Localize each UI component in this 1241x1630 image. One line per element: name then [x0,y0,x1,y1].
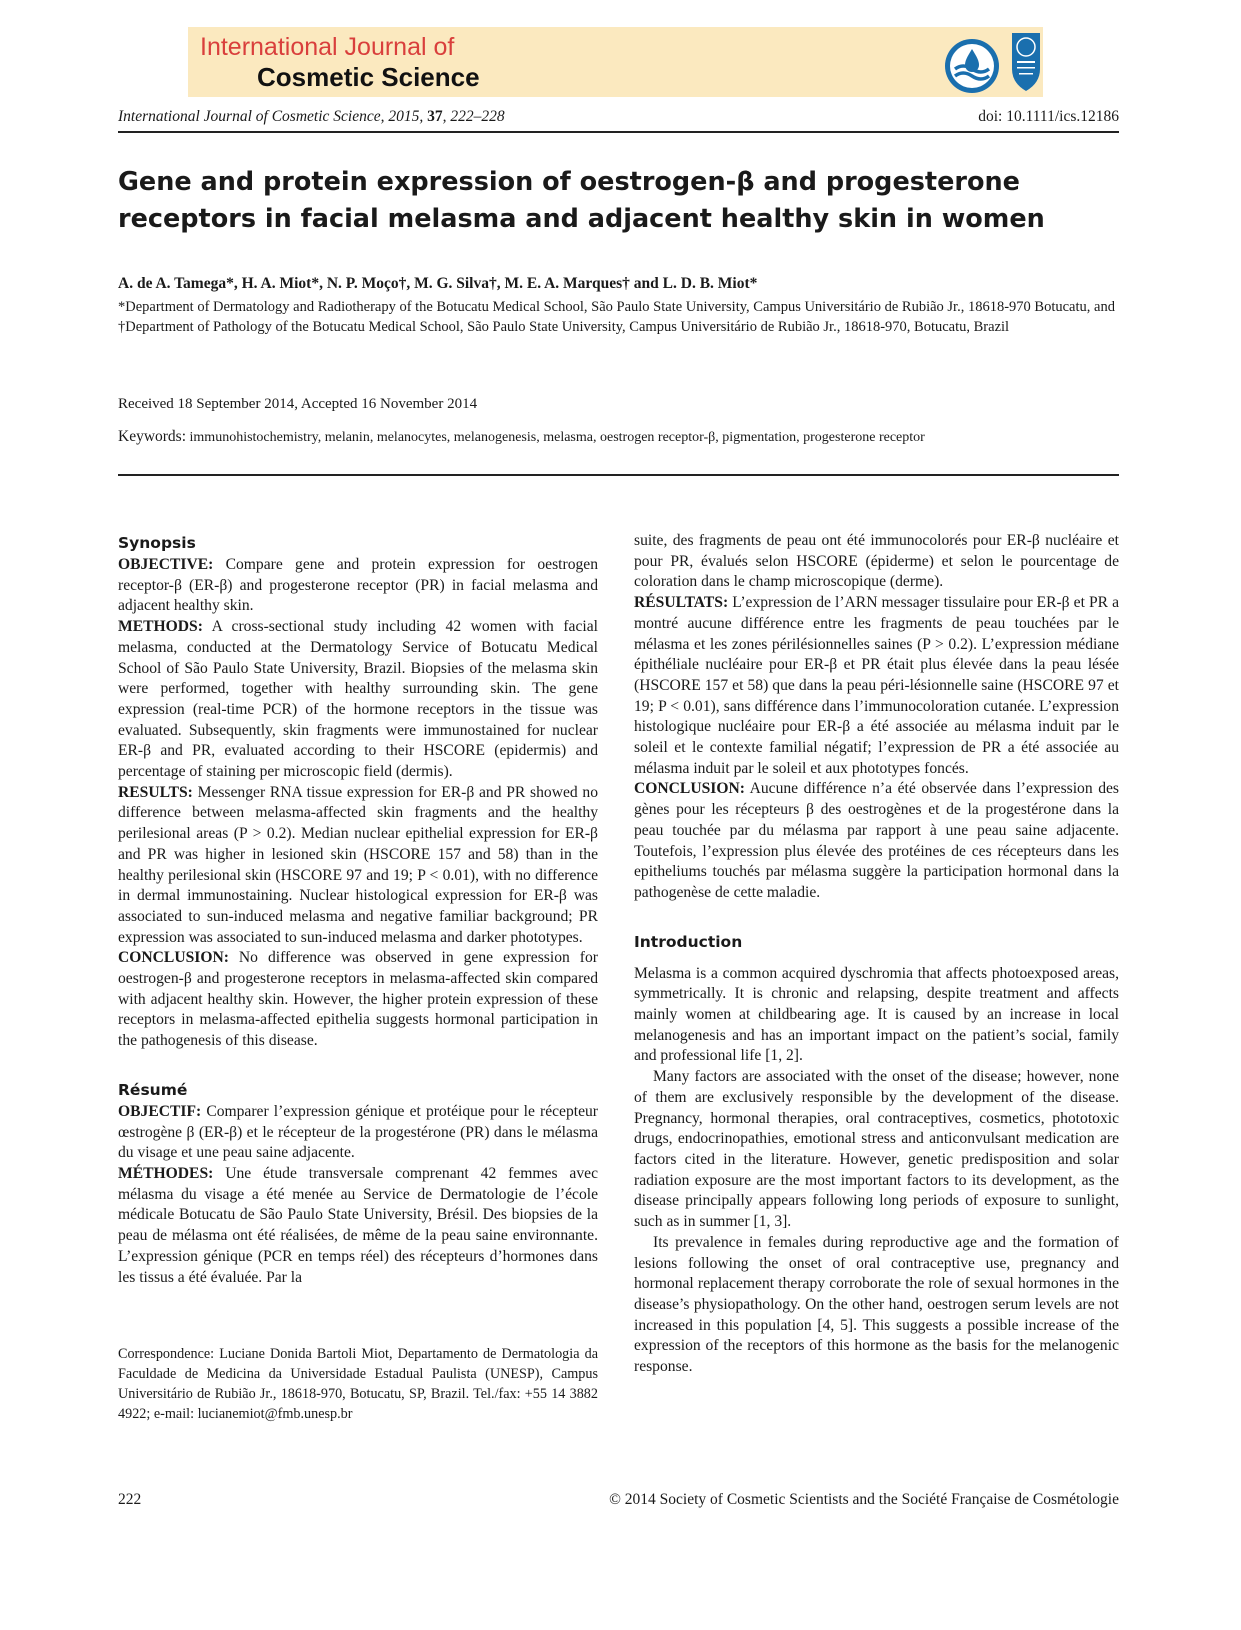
author-list: A. de A. Tamega*, H. A. Miot*, N. P. Moço†, M. G. Silva†, M. E. A. Marques† and L. D. B. Miot* [118,275,758,292]
resume-methodes-continued: suite, des fragments de peau ont été immunocolorés pour ER-β nucléaire et pour PR, évalués selon HSCORE (épiderme) et selon le pourcentage de coloration dans le champ microscopique (derme). [634,532,1119,591]
journal-citation [118,108,505,126]
resume-heading: Résumé [118,1080,188,1099]
objectif-text: Comparer l’expression génique et protéique pour le récepteur œstrogène β (ER-β) et le récepteur de la progestérone (PR) dans le mélasma du visage et une peau saine adjacente. [118,1102,598,1162]
results-text: Messenger RNA tissue expression for ER-β and PR showed no difference between melasma-affected skin fragments and the healthy perilesional areas (P > 0.2). Median nuclear epithelial expression for ER-β and PR was higher in lesioned skin (HSCORE 157 and 58) than in the healthy perilesional skin (HSCORE 97 and 19; P < 0.01), with no difference in dermal immunostaining. Nuclear histological expression for ER-β was associated to sun-induced melasma and negative familiar background; PR expression was associated to sun-induced melasma and darker phototypes. [118,783,598,946]
journal-banner [188,27,1043,97]
objectif-label: OBJECTIF: [118,1102,202,1120]
received-dates: Received 18 September 2014, Accepted 16 November 2014 [118,396,478,412]
resume-resultats [634,593,1119,779]
methodes-label: MÉTHODES: [118,1164,214,1182]
keywords [118,428,1119,446]
citation-volume: 37 [427,108,443,125]
resultats-text: L’expression de l’ARN messager tissulaire pour ER-β et PR a montré aucune différence entre les fragments de peau touchées par le mélasma et les zones périlésionnelles saines (P > 0.2). L’expression médiane épithéliale nucléaire pour ER-β et PR était plus élevée dans la peau lésée (HSCORE 157 et 58) que dans la peau péri-lésionnelle saine (HSCORE 97 et 19; P < 0.01), sans différence dans l’immunocoloration cutanée. L’expression histologique nucléaire pour ER-β a été associée au mélasma induit par le soleil et le contexte familial négatif; l’expression de PR a été associée au mélasma induit par le soleil et aux phototypes foncés. [634,594,1119,777]
citation-journal: International Journal of Cosmetic Science [118,108,381,125]
scs-shield-logo-icon [1011,31,1041,93]
article-title: Gene and protein expression of oestrogen-β and progesterone receptors in facial melasma and adjacent healthy skin in women [118,167,1045,234]
intro-paragraph-3: Its prevalence in females during reproductive age and the formation of lesions following the onset of oral contraceptive use, pregnancy and hormonal replacement therapy corroborate the role of sexual hormones in the disease’s physiopathology. On the other hand, oestrogen serum levels are not increased in this population [4, 5]. This suggests a possible increase of the expression of the receptors of this hormone as the basis for the melanogenic response. [634,1233,1119,1376]
objective-label: OBJECTIVE: [118,556,214,573]
synopsis-conclusion [118,948,598,1052]
citation-year: , 2015, [380,108,428,125]
resultats-label: RÉSULTATS: [634,594,729,612]
correspondence-note: Correspondence: Luciane Donida Bartoli Miot, Departamento de Dermatologia da Faculdade de Medicina da Universidade Estadual Paulista (UNESP), Campus Universitário de Rubião Jr., 18618-970, Botucatu, SP, Brazil. Tel./fax: +55 14 3882 4922; e-mail: lucianemiot@fmb.unesp.br [118,1346,598,1422]
introduction-heading: Introduction [634,932,743,951]
right-column [634,531,1119,1378]
copyright-notice: © 2014 Society of Cosmetic Scientists and the Société Française de Cosmétologie [609,1491,1119,1508]
resume-objectif [118,1102,598,1164]
intro-paragraph-2: Many factors are associated with the onset of the disease; however, none of them are exclusively responsible by the development of the disease. Pregnancy, hormonal therapies, oral contraceptives, cosmetics, phototoxic drugs, endocrinopathies, emotional stress and anticonvulsant medication are factors cited in the literature. However, genetic predisposition and solar radiation exposure are the most important factors to its development, as the disease principally appears following long periods of exposure to sunlight, such as in summer [1, 3]. [634,1068,1119,1231]
objective-text: Compare gene and protein expression for oestrogen receptor-β (ER-β) and progesterone receptor (PR) in facial melasma and adjacent healthy skin. [118,556,599,615]
keywords-label: Keywords: [118,428,187,445]
synopsis-methods [118,617,598,783]
conclusion-text: No difference was observed in gene expression for oestrogen-β and progesterone receptors in melasma-affected skin compared with adjacent healthy skin. However, the higher protein expression of these receptors in melasma-affected epithelia suggests hormonal participation in the pathogenesis of this disease. [118,949,598,1050]
keywords-list: immunohistochemistry, melanin, melanocytes, melanogenesis, melasma, oestrogen receptor-β, pigmentation, progesterone receptor [189,430,925,445]
resume-conclusion-label: CONCLUSION: [634,780,745,798]
methodes-text-left: Une étude transversale comprenant 42 femmes avec mélasma du visage a été menée au Service de Dermatologie de l’école médicale Botucatu de São Paulo State University, Brésil. Des biopsies de la peau de mélasma ont été réalisées, de même de la peau saine environnante. L’expression génique (PCR en temps réel) des récepteurs d’hormones dans les tissus a été évaluée. Par la [118,1164,598,1286]
methods-text: A cross-sectional study including 42 women with facial melasma, conducted at the Dermatology Service of Botucatu Medical School of São Paulo State University, Brazil. Biopsies of the melasma skin were performed, together with healthy surrounding skin. The gene expression (real-time PCR) of the hormone receptors in the tissue was evaluated. Subsequently, skin fragments were immunostained for nuclear ER-β and PR, evaluated according to their HSCORE (epidermis) and percentage of staining per microscopic field (dermis). [118,618,598,781]
resume-conclusion [634,779,1119,903]
synopsis-heading: Synopsis [118,534,196,552]
journal-banner-line1: International Journal of [200,33,455,61]
resume-conclusion-text: Aucune différence n’a été observée dans l’expression des gènes pour les récepteurs β des oestrogènes et de la progestérone dans la peau touchée par du mélasma par rapport à une peau saine adjacente. Toutefois, l’expression plus élevée des protéines de ces récepteurs dans les epitheliums touchés par mélasma suggère la participation hormonal dans la pathogenèse de cette maladie. [634,780,1119,901]
header-rule [118,131,1119,133]
left-column [118,531,598,1288]
journal-banner-line2: Cosmetic Science [257,62,480,92]
affiliations: *Department of Dermatology and Radiotherapy of the Botucatu Medical School, São Paulo State University, Campus Universitário de Rubião Jr., 18618-970 Botucatu, and †Department of Pathology of the Botucatu Medical School, São Paulo State University, Campus Universitário de Rubião Jr., 18618-970, Botucatu, Brazil [118,299,1115,335]
synopsis-results [118,783,598,949]
results-label: RESULTS: [118,783,193,801]
intro-paragraph-1: Melasma is a common acquired dyschromia that affects photoexposed areas, symmetrically. It is chronic and relapsing, despite treatment and affects mainly women at childbearing age. It is caused by an increase in local melanogenesis and has an important impact on the patient’s social, family and professional life [1, 2]. [634,964,1119,1065]
synopsis-objective [118,555,598,617]
title-rule [118,474,1119,476]
resume-methodes [118,1164,598,1288]
conclusion-label: CONCLUSION: [118,949,229,967]
methods-label: METHODS: [118,618,203,636]
doi-link[interactable]: doi: 10.1111/ics.12186 [978,108,1119,125]
ifscc-circle-logo-icon [943,37,1001,95]
citation-pages: , 222–228 [442,108,505,125]
page-number: 222 [118,1491,142,1508]
